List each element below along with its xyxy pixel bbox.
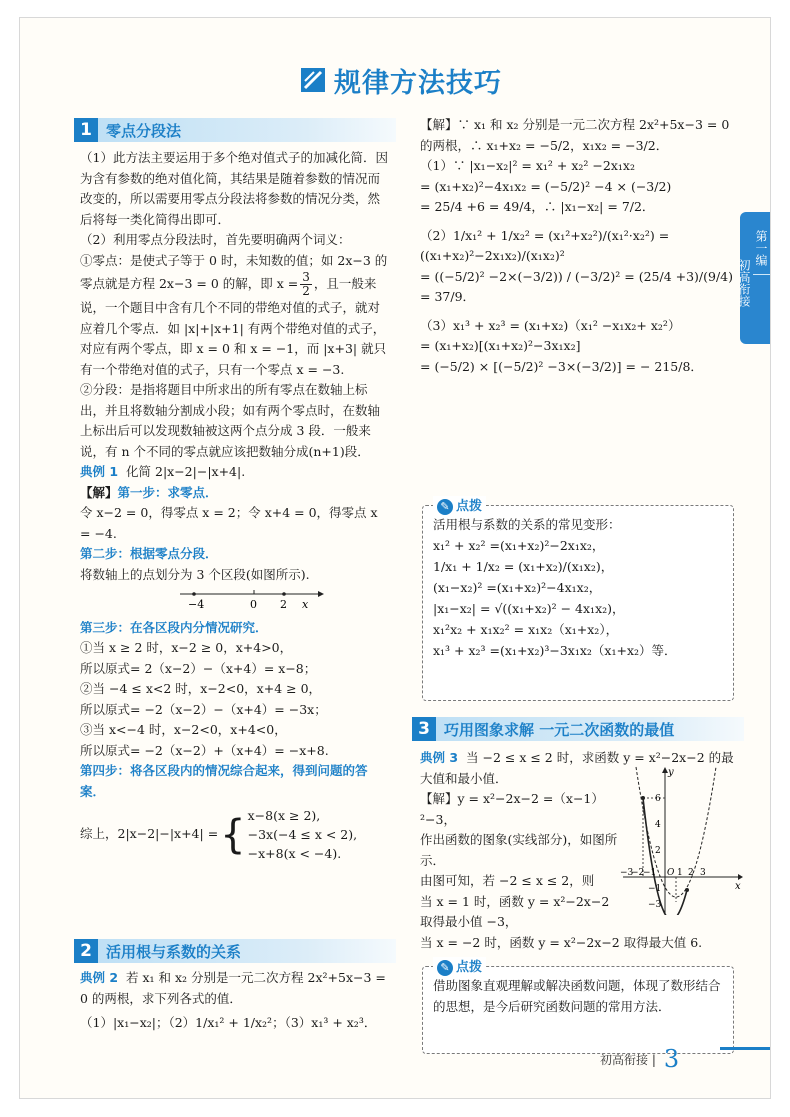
pencil-square-icon [300, 67, 326, 93]
right-column: 【解】∵ x₁ 和 x₂ 分别是一元二次方程 2x²+5x−3 = 0 的两根，∴ x₁+x₂ = −5/2，x₁x₂ = −3/2． （1）∵ |x₁−x₂|² = x₁² + x₂² −2x₁x₂ = (x₁+x₂)²−4x₁x₂ = (−5/2)² −4 × (−3/2) = 25/4 +6 = 49/4，∴ |x₁−x₂| = 7/2． （2）1/x₁² + 1/x₂² = (x₁²+x₂²)/(x₁²·x₂²) = ((x₁+x₂)²−2x₁x₂)/(x₁x₂)² = ((−5/2)² −2×(−3/2)) / (−3/2)² = (25/4 +3)/(9/4) = 37/9． （3）x₁³ + x₂³ = (x₁+x₂)（x₁² −x₁x₂+ x₂²） = (x₁+x₂)[(x₁+x₂)²−3x₁x₂] = (−5/2) × [(−5/2)² −3×(−3/2)] = − 215/8． [420, 117, 734, 374]
section-number: 3 [412, 717, 436, 741]
paragraph: ②分段：是指将题目中所求出的所有零点在数轴上标出，并且将数轴分割成小段；如有两个零点时，在数轴上标出后可以发现数轴被这两个点分成 3 段．一般来说，有 n 个不同的零点就应该把数轴分成(n+1)段． [80, 382, 381, 459]
section-1-header [74, 117, 396, 143]
left-column: （1）此方法主要运用于多个绝对值式子的加减化简．因为含有参数的绝对值化简，其结果是随着参数的情况而改变的，所以需要用零点分段法将参数的情况分类，然后将每一类化简得出即可． （2）利用零点分段法时，首先要明确两个词义： ①零点：是使式子等于 0 时，未知数的值；如 2x−3 的零点就是方程 2x−3 = 0 的解，即 x = $\frac{3}{2}$ ，且一般来说，一个题目中含有几个不同的带绝对值的式子，就对应着几个零点．如 |x|+|x+1| 有两个带绝对值的式子，对应有两个零点，即 x = 0 和 x = −1，而 |x+3| 就只有一个带绝对值的式子，只有一个零点 x = −3. ②分段：是指将题目中所求出的所有零点在数轴上标出，并且将数轴分割成小段；如有两个零点时，在数轴上标出后可以发现数轴被这两个点分成 3 段．一般来说，有 n 个不同的零点就应该把数轴分成(n+1)段． 典例 1 化简 2|x−2|−|x+4|. 【解】第一步：求零点． 令 x−2 = 0，得零点 x = 2；令 x+4 = 0，得零点 x = −4. 第二步：根据零点分段． 将数轴上的点划分为 3 个区段(如图所示). −4 0 2 x 第三步：在各区段内分情况研究． ①当 x ≥ 2 时，x−2 ≥ 0，x+4>0， 所以原式= 2（x−2）−（x+4）= x−8； ②当 −4 ≤ x<2 时，x−2<0，x+4 ≥ 0， 所以原式= −2（x−2）−（x+4）= −3x； ③当 x<−4 时，x−2<0，x+4<0， 所以原式= −2（x−2）+（x+4）= −x+8. 第四步：将各区段内的情况综合起来，得到问题的答案． 综上，2|x−2|−|x+4| = { x−8(x ≥ 2), −3x(−4 ≤ x < 2), −x+8(x < −4). [80, 148, 390, 863]
svg-text:x: x [735, 881, 741, 892]
section-3-header [412, 716, 744, 742]
svg-text:−3: −3 [620, 868, 634, 878]
page-title: 规律方法技巧 [300, 60, 502, 100]
section-number: 2 [74, 939, 98, 963]
section-title: 活用根与系数的关系 [98, 939, 396, 963]
example-2: 典例 2 若 x₁ 和 x₂ 分别是一元二次方程 2x²+5x−3 = 0 的两根，求下列各式的值． （1）|x₁−x₂|；（2）1/x₁² + 1/x₂²；（3）x₁³ + x₂³． [80, 970, 386, 1030]
brace: { [220, 811, 246, 858]
paragraph: （2）利用零点分段法时，首先要明确两个词义： [80, 232, 351, 247]
parabola-graph [618, 765, 743, 915]
section-2-header [74, 938, 396, 964]
paragraph: ①零点：是使式子等于 0 时，未知数的值；如 2x−3 的零点就是方程 2x−3 = 0 的解，即 x = $\frac{3}{2}$ ，且一般来说，一个题目中含有几个不同的带绝对值的式子，就对应着几个零点．如 |x|+|x+1| 有两个带绝对值的式子，对应有两个零点，即 x = 0 和 x = −1，而 |x+3| 就只有一个带绝对值的式子，只有一个零点 x = −3. [80, 252, 388, 377]
svg-text:2: 2 [280, 598, 287, 611]
svg-text:2: 2 [688, 868, 694, 878]
side-tab-name: 初高衔接 [737, 259, 751, 307]
svg-text:y: y [668, 767, 674, 778]
tip-box-2: ✎ 点拨 借助图象直观理解或解决函数问题，体现了数形结合的思想，是今后研究函数问题的常用方法． [422, 966, 734, 1054]
section-title: 巧用图象求解 一元二次函数的最值 [436, 717, 744, 741]
section-title: 零点分段法 [98, 118, 396, 142]
svg-text:O: O [667, 868, 675, 878]
svg-text:−1: −1 [643, 868, 657, 878]
svg-text:x: x [302, 598, 309, 611]
side-tab [737, 212, 770, 344]
svg-text:−2: −2 [631, 868, 645, 878]
example-3: 典例 3 当 −2 ≤ x ≤ 2 时，求函数 y = x²−2x−2 的最大值和最小值． 【解】y = x²−2x−2 =（x−1）²−3， 作出函数的图象(实线部分)，如图所示． 由图可知，若 −2 ≤ x ≤ 2，则 当 x = 1 时，函数 y = x²−2x−2 取得最小值 −3， 当 x = −2 时，函数 y = x²−2x−2 取得最大值 6. [420, 750, 734, 950]
piecewise-result: 综上，2|x−2|−|x+4| = { x−8(x ≥ 2), −3x(−4 ≤ x < 2), −x+8(x < −4). [80, 808, 358, 861]
section-number: 1 [74, 118, 98, 142]
example-1: 典例 1 化简 2|x−2|−|x+4|. [80, 464, 246, 479]
svg-text:6: 6 [655, 794, 661, 804]
lightbulb-icon: ✎ [437, 960, 453, 976]
svg-text:−3: −3 [648, 900, 662, 910]
svg-text:−1: −1 [648, 884, 662, 894]
svg-text:3: 3 [700, 868, 706, 878]
svg-text:2: 2 [655, 846, 661, 856]
paragraph: （1）此方法主要运用于多个绝对值式子的加减化简．因为含有参数的绝对值化简，其结果是随着参数的情况而改变的，所以需要用零点分段法将参数的情况分类，然后将每一类化简得出即可． [80, 150, 388, 227]
footer-line [720, 1047, 770, 1050]
svg-text:0: 0 [250, 598, 257, 611]
number-line [180, 585, 330, 611]
tip-box-1: ✎ 点拨 活用根与系数的关系的常见变形： x₁² + x₂² =(x₁+x₂)²−2x₁x₂， 1/x₁ + 1/x₂ = (x₁+x₂)/(x₁x₂)， (x₁−x₂)² =(x₁+x₂)²−4x₁x₂， |x₁−x₂| = √((x₁+x₂)² − 4x₁x₂)， x₁²x₂ + x₁x₂² = x₁x₂（x₁+x₂）， x₁³ + x₂³ =(x₁+x₂)³−3x₁x₂（x₁+x₂）等． [422, 505, 734, 701]
svg-text:1: 1 [677, 868, 683, 878]
svg-text:−4: −4 [188, 598, 205, 611]
svg-text:4: 4 [655, 820, 661, 830]
footer: 初高衔接 | 3 [600, 1045, 680, 1073]
side-tab-part: 第一编 [753, 212, 770, 275]
page-number: 3 [663, 1045, 680, 1073]
lightbulb-icon: ✎ [437, 499, 453, 515]
